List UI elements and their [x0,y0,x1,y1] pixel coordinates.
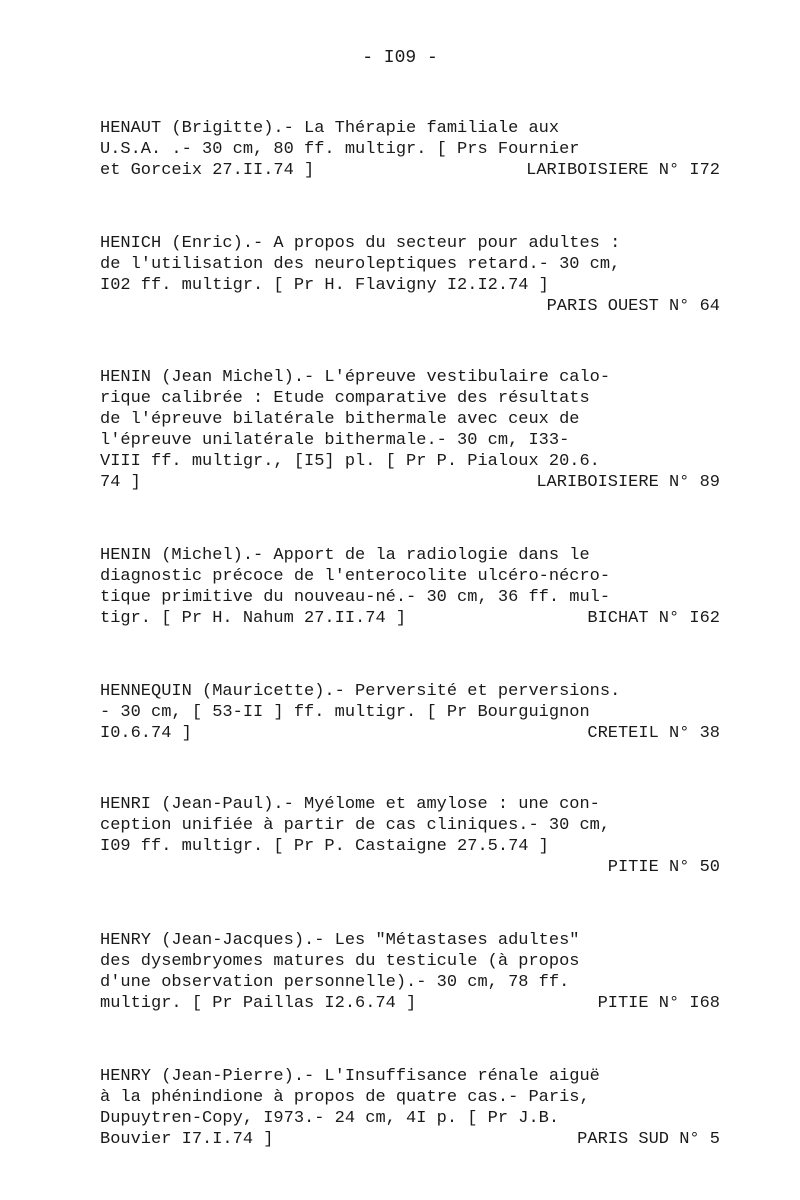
entry-text: de l'utilisation des neuroleptiques retard.- 30 cm, [100,255,621,274]
entry-line [100,815,720,836]
entry-line [100,951,720,972]
entry-text: HENRI (Jean-Paul).- Myélome et amylose : une con- [100,795,600,814]
entry-location: LARIBOISIERE N° I72 [526,161,720,180]
entry-text: de l'épreuve bilatérale bithermale avec ceux de [100,410,580,429]
page-number: - I09 - [362,48,438,68]
thesis-entry [100,794,720,878]
entry-line [100,993,720,1014]
entry-line [100,430,720,451]
entry-line [100,254,720,275]
thesis-entry [100,1066,720,1150]
entry-text: - 30 cm, [ 53-II ] ff. multigr. [ Pr Bourguignon [100,703,590,722]
entry-text: rique calibrée : Etude comparative des résultats [100,389,590,408]
entry-text: HENRY (Jean-Pierre).- L'Insuffisance rénale aiguë [100,1067,600,1086]
entry-location: PARIS OUEST N° 64 [546,297,720,316]
entry-separator [100,878,720,930]
entry-line [100,1066,720,1087]
entry-location: PARIS SUD N° 5 [577,1130,720,1149]
entry-location: BICHAT N° I62 [587,609,720,628]
entry-line [100,836,720,857]
entry-line [100,972,720,993]
entry-separator [100,744,720,794]
entry-line [100,566,720,587]
entry-location: LARIBOISIERE N° 89 [536,473,720,492]
entry-line [100,139,720,160]
entry-text: Dupuytren-Copy, I973.- 24 cm, 4I p. [ Pr J.B. [100,1109,560,1128]
entry-text: multigr. [ Pr Paillas I2.6.74 ] [100,994,417,1013]
entry-line [100,545,720,566]
entry-line [100,367,720,388]
entry-text: diagnostic précoce de l'enterocolite ulcéro-nécro- [100,567,611,586]
entry-location: PITIE N° I68 [597,994,720,1013]
entry-line [100,857,720,878]
entry-text: HENIN (Michel).- Apport de la radiologie dans le [100,546,590,565]
entry-text: HENICH (Enric).- A propos du secteur pour adultes : [100,234,621,253]
entry-text: I0.6.74 ] [100,724,192,743]
entry-text: ception unifiée à partir de cas cliniques.- 30 cm, [100,816,611,835]
thesis-entry [100,367,720,493]
entry-line [100,409,720,430]
entry-line [100,702,720,723]
entry-location: CRETEIL N° 38 [587,724,720,743]
entry-line [100,296,720,317]
entry-separator [100,493,720,545]
entry-text: HENNEQUIN (Mauricette).- Perversité et perversions. [100,682,621,701]
entry-text: d'une observation personnelle).- 30 cm, 78 ff. [100,973,570,992]
entry-line [100,118,720,139]
entry-line [100,723,720,744]
entry-location: PITIE N° 50 [607,858,720,877]
entry-line [100,681,720,702]
thesis-entry [100,118,720,181]
thesis-entry [100,930,720,1014]
entry-text: l'épreuve unilatérale bithermale.- 30 cm, I33- [100,431,570,450]
entry-line [100,930,720,951]
entry-separator [100,317,720,367]
entry-line [100,608,720,629]
entry-line [100,451,720,472]
entry-line [100,1108,720,1129]
entry-text: à la phénindione à propos de quatre cas.- Paris, [100,1088,590,1107]
entry-text: des dysembryomes matures du testicule (à propos [100,952,580,971]
entry-text: I02 ff. multigr. [ Pr H. Flavigny I2.I2.74 ] [100,276,549,295]
entry-text: HENIN (Jean Michel).- L'épreuve vestibulaire calo- [100,368,611,387]
entry-text: U.S.A. .- 30 cm, 80 ff. multigr. [ Prs Fournier [100,140,580,159]
entry-line [100,1129,720,1150]
entry-line [100,160,720,181]
entry-text: VIII ff. multigr., [I5] pl. [ Pr P. Pialoux 20.6. [100,452,600,471]
entry-text: I09 ff. multigr. [ Pr P. Castaigne 27.5.74 ] [100,837,549,856]
entry-line [100,794,720,815]
thesis-entry [100,545,720,629]
entry-line [100,472,720,493]
entry-separator [100,629,720,681]
entry-text: 74 ] [100,473,141,492]
thesis-list [100,118,720,1150]
entry-separator [100,1014,720,1066]
entry-text: Bouvier I7.I.74 ] [100,1130,274,1149]
entry-line [100,233,720,254]
thesis-entry [100,233,720,317]
entry-text: et Gorceix 27.II.74 ] [100,161,315,180]
entry-line [100,388,720,409]
thesis-entry [100,681,720,744]
entry-separator [100,181,720,233]
entry-text: HENAUT (Brigitte).- La Thérapie familiale aux [100,119,560,138]
entry-line [100,587,720,608]
entry-line [100,1087,720,1108]
entry-text: tigr. [ Pr H. Nahum 27.II.74 ] [100,609,407,628]
entry-text: tique primitive du nouveau-né.- 30 cm, 36 ff. mul- [100,588,611,607]
entry-line [100,275,720,296]
entry-text: HENRY (Jean-Jacques).- Les "Métastases adultes" [100,931,580,950]
